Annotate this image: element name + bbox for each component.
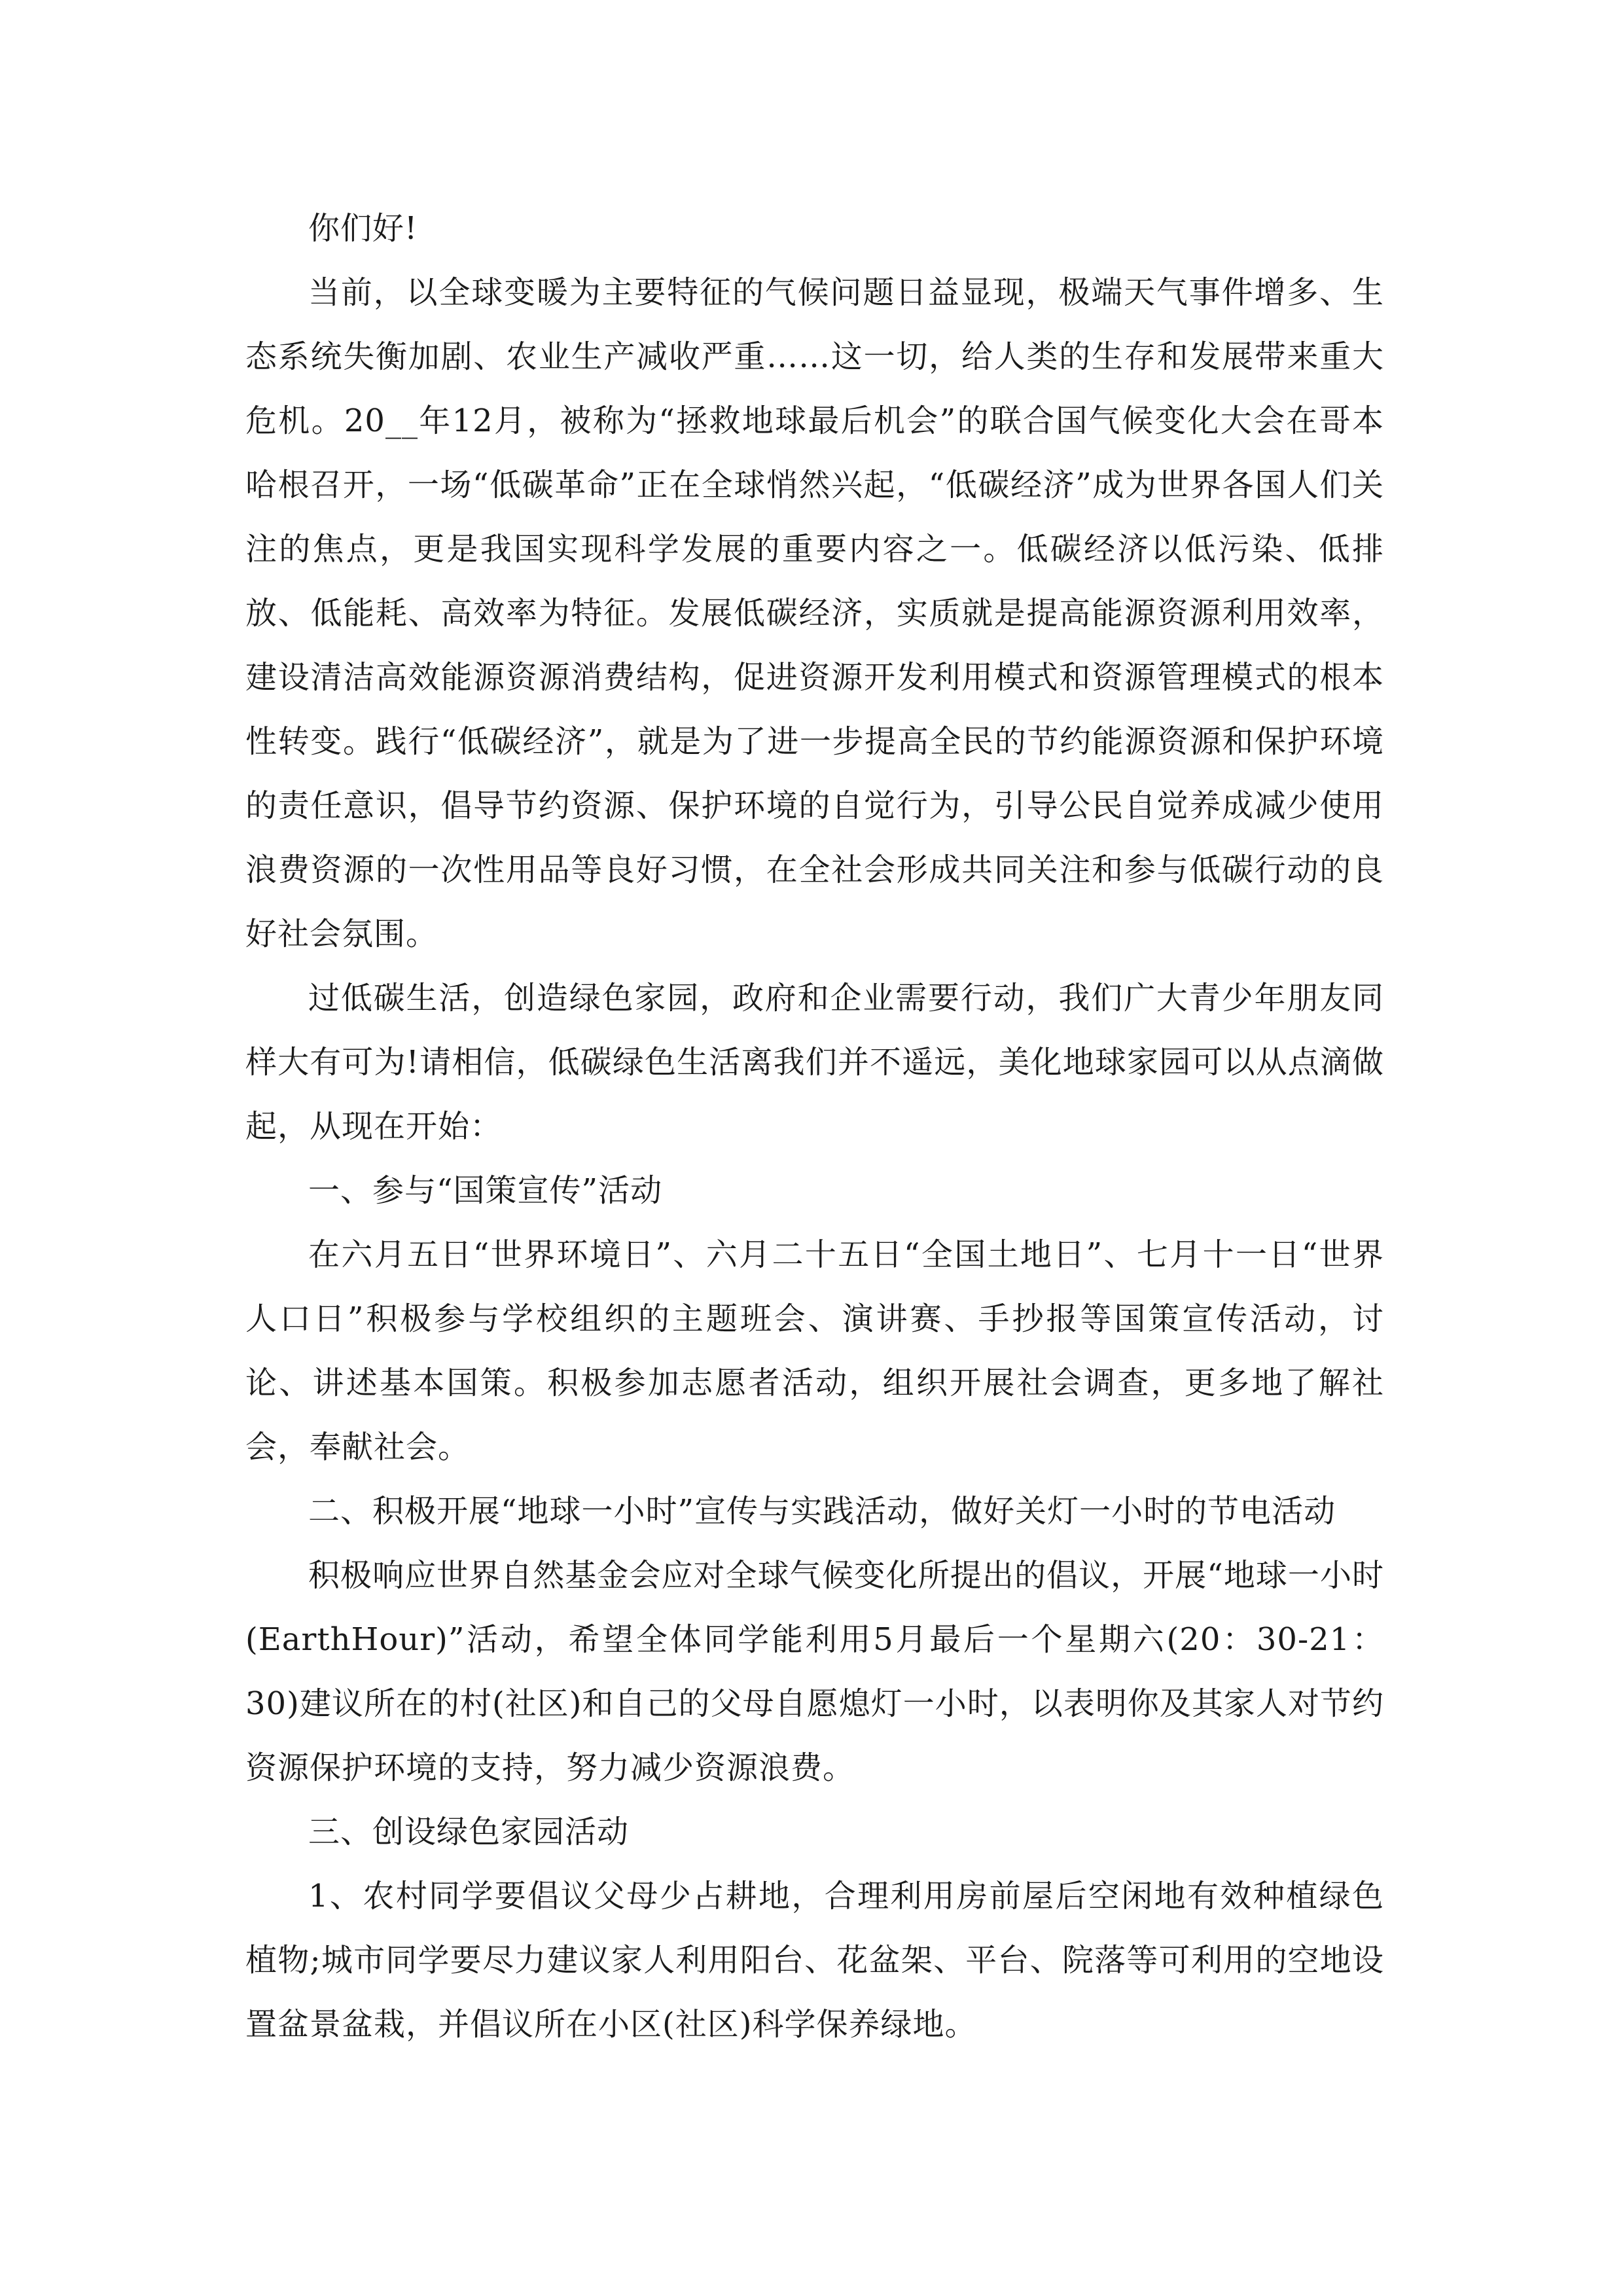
paragraph-section-3-item-1: 1、农村同学要倡议父母少占耕地，合理利用房前屋后空闲地有效种植绿色植物;城市同学要尽力建议家人利用阳台、花盆架、平台、院落等可利用的空地设置盆景盆栽，并倡议所在小区(社区)科学保养绿地。 — [245, 1878, 1384, 2043]
paragraph-call-to-action: 过低碳生活，创造绿色家园，政府和企业需要行动，我们广大青少年朋友同样大有可为!请相信，低碳绿色生活离我们并不遥远，美化地球家园可以从点滴做起，从现在开始： — [245, 980, 1384, 1145]
heading-section-2: 二、积极开展“地球一小时”宣传与实践活动，做好关灯一小时的节电活动 — [308, 1493, 1336, 1530]
paragraph-intro: 当前，以全球变暖为主要特征的气候问题日益显现，极端天气事件增多、生态系统失衡加剧、农业生产减收严重……这一切，给人类的生存和发展带来重大危机。20__年12月，被称为“拯救地球最后机会”的联合国气候变化大会在哥本哈根召开，一场“低碳革命”正在全球悄然兴起，“低碳经济”成为世界各国人们关注的焦点，更是我国实现科学发展的重要内容之一。低碳经济以低污染、低排放、低能耗、高效率为特征。发展低碳经济，实质就是提高能源资源利用效率，建设清洁高效能源资源消费结构，促进资源开发利用模式和资源管理模式的根本性转变。践行“低碳经济”，就是为了进一步提高全民的节约能源资源和保护环境的责任意识，倡导节约资源、保护环境的自觉行为，引导公民自觉养成减少使用浪费资源的一次性用品等良好习惯，在全社会形成共同关注和参与低碳行动的良好社会氛围。 — [245, 274, 1384, 952]
greeting: 你们好! — [308, 210, 418, 247]
paragraph-section-1: 在六月五日“世界环境日”、六月二十五日“全国土地日”、七月十一日“世界人口日”积极参与学校组织的主题班会、演讲赛、手抄报等国策宣传活动，讨论、讲述基本国策。积极参加志愿者活动，组织开展社会调查，更多地了解社会，奉献社会。 — [245, 1236, 1384, 1465]
document-body — [245, 196, 1384, 2056]
heading-section-3: 三、创设绿色家园活动 — [308, 1814, 630, 1850]
heading-section-1: 一、参与“国策宣传”活动 — [308, 1172, 663, 1209]
paragraph-section-2: 积极响应世界自然基金会应对全球气候变化所提出的倡议，开展“地球一小时(EarthHour)”活动，希望全体同学能利用5月最后一个星期六(20：30-21：30)建议所在的村(社区)和自己的父母自愿熄灯一小时，以表明你及其家人对节约资源保护环境的支持，努力减少资源浪费。 — [245, 1557, 1384, 1786]
